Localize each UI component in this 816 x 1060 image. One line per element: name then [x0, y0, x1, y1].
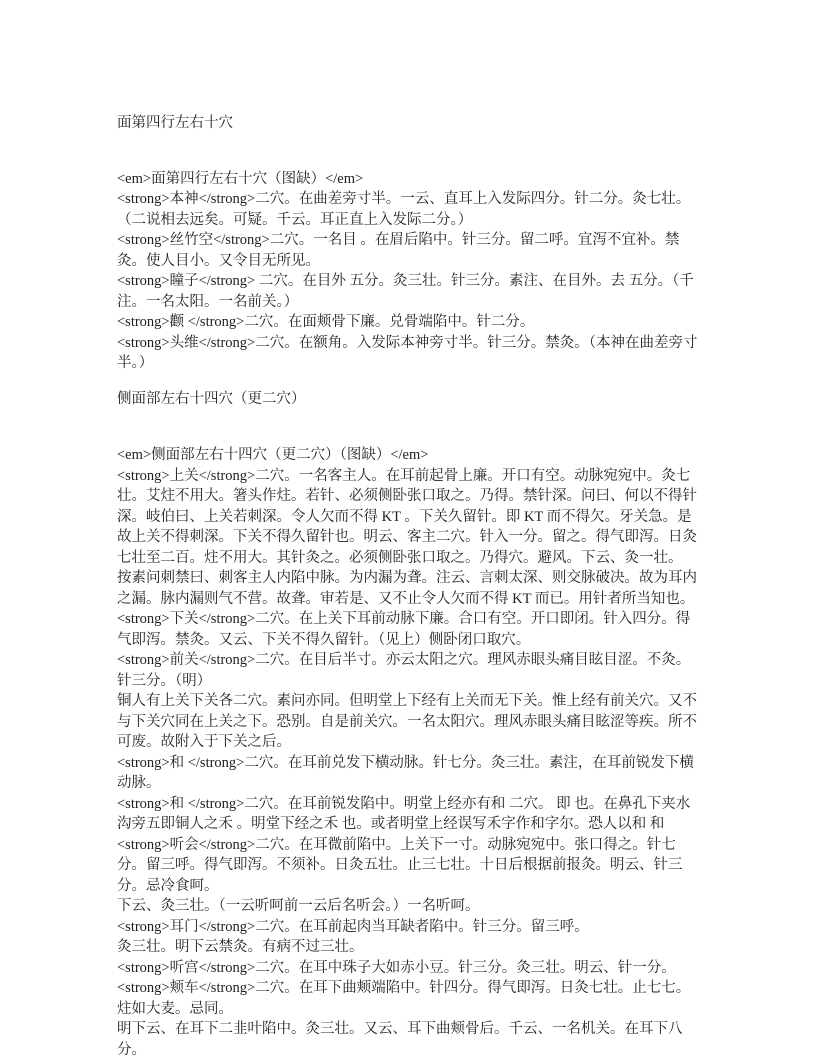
paragraph-touwei: <strong>头维</strong>二穴。在额角。入发际本神旁寸半。针三分。禁灸。（本神在曲差旁寸半。） [117, 334, 698, 371]
paragraph-tinggong: <strong>听宫</strong>二穴。在耳中珠子大如赤小豆。针三分。灸三壮。明云、针一分。 [117, 959, 676, 976]
paragraph-ermen: <strong>耳门</strong>二穴。在耳前起肉当耳缺者陷中。针三分。留三呼。 [117, 918, 589, 935]
paragraph-he-1: <strong>和 </strong>二穴。在耳前兑发下横动脉。针七分。灸三壮。素注，在耳前锐发下横动脉。 [117, 754, 694, 791]
paragraph-xiaguan: <strong>下关</strong>二穴。在上关下耳前动脉下廉。合口有空。开口即闭。针入四分。得气即泻。禁灸。又云、下关不得久留针。（见上）侧卧闭口取穴。 [117, 611, 691, 648]
paragraph-qianguan: <strong>前关</strong>二穴。在目后半寸。亦云太阳之穴。理风赤眼头痛目眩目涩。不灸。针三分。（明） [117, 652, 691, 689]
paragraph-tinghui: <strong>听会</strong>二穴。在耳微前陷中。上关下一寸。动脉宛宛中。张口得之。针七分。留三呼。得气即泻。不须补。日灸五壮。止三七壮。十日后根据前报灸。明云、针三分。忌冷食呵。 [117, 836, 683, 894]
paragraph-shangguan: <strong>上关</strong>二穴。一名客主人。在耳前起骨上廉。开口有空。动脉宛宛中。灸七壮。艾炷不用大。箸头作炷。若针、必须侧卧张口取之。乃得。禁针深。问曰、何以不得针深。岐伯曰、上关若刺深。令人欠而不得 KT 。下关久留针。即 KT 而不得欠。牙关急。是故上关不得刺深。下关不得久留针也。明云、客主二穴。针入一分。留之。得气即泻。日灸七壮至二百。炷不用大。其针灸之。必须侧卧张口取之。乃得穴。避风。下云、灸一壮。 [117, 467, 697, 566]
paragraph-xiayun-note: 下云、灸三壮。（一云听呵前一云后名听会。）一名听呵。 [117, 898, 480, 914]
paragraph-em-title-2: <em>侧面部左右十四穴（更二穴）（图缺）</em> [117, 447, 429, 463]
paragraph-jiache: <strong>颊车</strong>二穴。在耳下曲颊端陷中。针四分。得气即泻。日灸七壮。止七七。炷如大麦。忌同。 [117, 980, 691, 1017]
section-face-row-4 [117, 169, 702, 374]
paragraph-quan: <strong>颧 </strong>二穴。在面颊骨下廉。兑骨端陷中。针二分。 [117, 314, 535, 330]
paragraph-sizhukong: <strong>丝竹空</strong>二穴。一名目 。在眉后陷中。针三分。留二呼。宜泻不宜补。禁灸。使人目小。又令目无所见。 [117, 232, 680, 269]
section-heading-face-row-4: 面第四行左右十穴 [117, 115, 233, 131]
paragraph-jiusanzhuang-note: 灸三壮。明下云禁灸。有病不过三壮。 [117, 939, 364, 955]
paragraph-mingxiayun-note: 明下云、在耳下二韭叶陷中。灸三壮。又云、耳下曲颊骨后。千云、一名机关。在耳下八分。 [117, 1021, 683, 1058]
section-heading-side-face: 侧面部左右十四穴（更二穴） [117, 390, 306, 407]
paragraph-tongren-note: 铜人有上关下关各二穴。素问亦同。但明堂上下经有上关而无下关。惟上经有前关穴。又不与下关穴同在上关之下。恐别。自是前关穴。一名太阳穴。理风赤眼头痛目眩涩等疾。所不可废。故附入于下关之后。 [117, 693, 697, 750]
section-side-face [117, 445, 702, 1060]
paragraph-suwen-note: 按素问刺禁曰、刺客主人内陷中脉。为内漏为聋。注云、言刺太深、则交脉破决。故为耳内之漏。脉内漏则气不营。故聋。审若是、又不止令人欠而不得 KT 而已。用针者所当知也。 [117, 570, 697, 607]
paragraph-benshen: <strong>本神</strong>二穴。在曲差旁寸半。一云、直耳上入发际四分。针二分。灸七壮。（二说相去远矣。可疑。千云。耳正直上入发际二分。） [117, 191, 691, 228]
paragraph-tongzi: <strong>瞳子</strong> 二穴。在目外 五分。灸三壮。针三分。素注、在目外。去 五分。（千注。一名太阳。一名前关。） [117, 273, 694, 310]
paragraph-em-title: <em>面第四行左右十穴（图缺）</em> [117, 170, 364, 187]
paragraph-he-2: <strong>和 </strong>二穴。在耳前锐发陷中。明堂上经亦有和 二穴。 即 也。在鼻孔下夹水沟旁五即铜人之禾 。明堂下经之禾 也。或者明堂上经误写禾字作和字尔。恐人以和 和 [117, 795, 691, 832]
